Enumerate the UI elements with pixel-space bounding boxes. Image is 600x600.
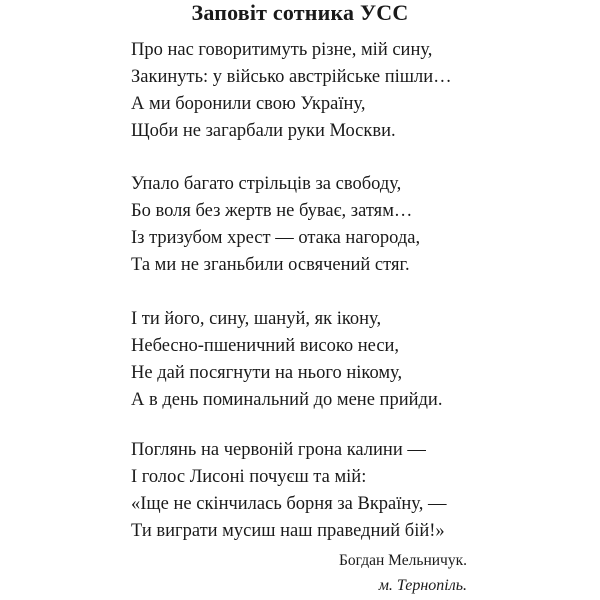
author-signature: Богдан Мельничук. <box>339 552 467 569</box>
poem-line: Ти виграти мусиш наш праведний бій!» <box>131 521 445 541</box>
stanza-1 <box>131 37 571 145</box>
stanza-4 <box>131 437 571 545</box>
poem-line: Поглянь на червоній грона калини — <box>131 440 426 460</box>
author-place: м. Тернопіль. <box>378 577 467 594</box>
poem-line: І ти його, сину, шануй, як ікону, <box>131 309 382 329</box>
poem-line: Та ми не зганьбили освячений стяг. <box>131 255 410 275</box>
poem-line: А в день поминальний до мене прийди. <box>131 390 443 410</box>
poem-line: «Іще не скінчилась борня за Вкраїну, — <box>131 494 447 514</box>
stanza-3 <box>131 306 571 414</box>
poem-line: І голос Лисоні почуєш та мій: <box>131 467 367 487</box>
poem-line: Щоби не загарбали руки Москви. <box>131 121 396 141</box>
poem-line: Бо воля без жертв не буває, затям… <box>131 201 413 221</box>
poem-line: Упало багато стрільців за свободу, <box>131 174 402 194</box>
poem-line: Про нас говоритимуть різне, мій сину, <box>131 40 433 60</box>
poem-title: Заповіт сотника УСС <box>191 0 409 25</box>
poem-line: Закинуть: у військо австрійське пішли… <box>131 67 452 87</box>
poem-line: Не дай посягнути на нього нікому, <box>131 363 403 383</box>
poem-line: Із тризубом хрест — отака нагорода, <box>131 228 421 248</box>
poem-line: Небесно-пшеничний високо неси, <box>131 336 400 356</box>
poem-line: А ми боронили свою Україну, <box>131 94 366 114</box>
stanza-2 <box>131 171 571 279</box>
